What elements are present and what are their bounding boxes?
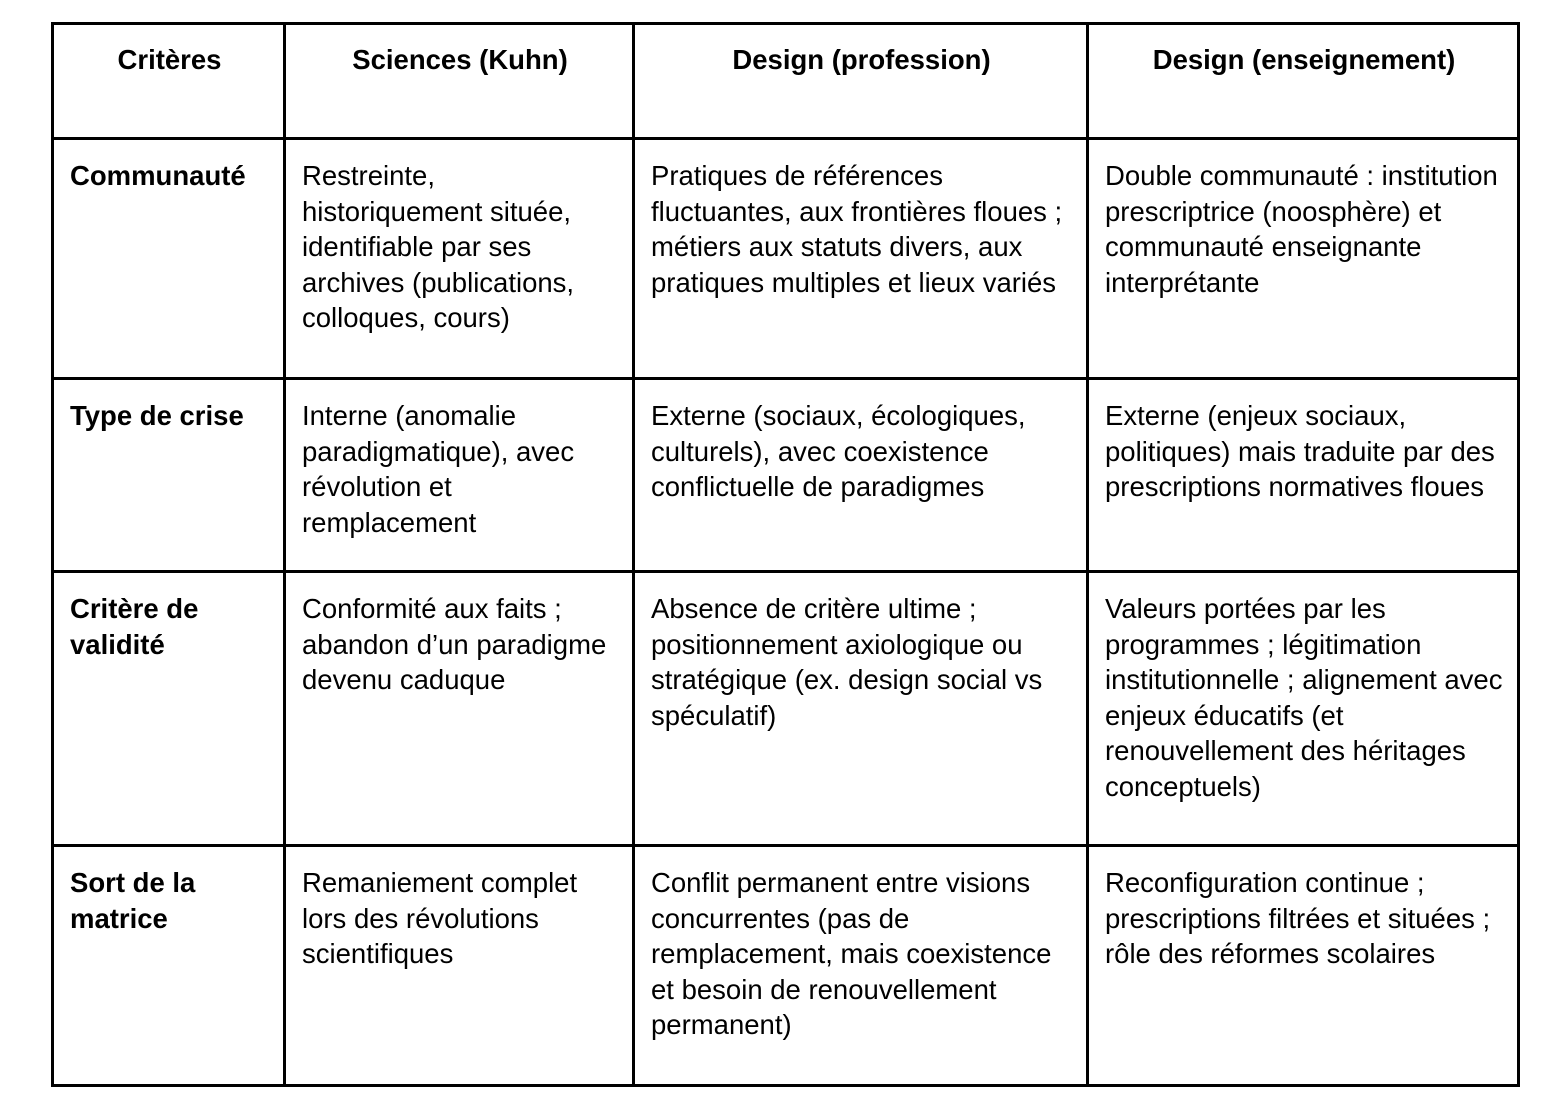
table-header-row <box>53 24 1519 139</box>
table-cell: Absence de critère ultime ; positionnement axiologique ou stratégique (ex. design social vs spéculatif) <box>634 572 1088 846</box>
table-cell: Reconfiguration continue ; prescriptions filtrées et situées ; rôle des réformes scolaires <box>1088 846 1519 1086</box>
header-design-profession: Design (profession) <box>634 24 1088 139</box>
comparison-table-container <box>51 22 1520 1087</box>
header-sciences-kuhn: Sciences (Kuhn) <box>285 24 634 139</box>
row-label: Critère de validité <box>53 572 285 846</box>
header-design-enseignement: Design (enseignement) <box>1088 24 1519 139</box>
table-cell: Valeurs portées par les programmes ; légitimation institutionnelle ; alignement avec enjeux éducatifs (et renouvellement des héritages conceptuels) <box>1088 572 1519 846</box>
table-cell: Double communauté : institution prescriptrice (noosphère) et communauté enseignante interprétante <box>1088 139 1519 379</box>
row-label: Sort de la matrice <box>53 846 285 1086</box>
comparison-table <box>51 22 1520 1087</box>
table-cell: Remaniement complet lors des révolutions scientifiques <box>285 846 634 1086</box>
row-label: Type de crise <box>53 379 285 572</box>
table-cell: Restreinte, historiquement située, identifiable par ses archives (publications, colloques, cours) <box>285 139 634 379</box>
table-cell: Externe (enjeux sociaux, politiques) mais traduite par des prescriptions normatives floues <box>1088 379 1519 572</box>
table-cell: Externe (sociaux, écologiques, culturels), avec coexistence conflictuelle de paradigmes <box>634 379 1088 572</box>
table-cell: Conflit permanent entre visions concurrentes (pas de remplacement, mais coexistence et besoin de renouvellement permanent) <box>634 846 1088 1086</box>
row-label: Communauté <box>53 139 285 379</box>
table-row <box>53 379 1519 572</box>
table-cell: Conformité aux faits ; abandon d’un paradigme devenu caduque <box>285 572 634 846</box>
header-criteres: Critères <box>53 24 285 139</box>
table-row <box>53 572 1519 846</box>
table-cell: Interne (anomalie paradigmatique), avec révolution et remplacement <box>285 379 634 572</box>
table-row <box>53 139 1519 379</box>
table-cell: Pratiques de références fluctuantes, aux frontières floues ; métiers aux statuts divers, aux pratiques multiples et lieux variés <box>634 139 1088 379</box>
table-row <box>53 846 1519 1086</box>
